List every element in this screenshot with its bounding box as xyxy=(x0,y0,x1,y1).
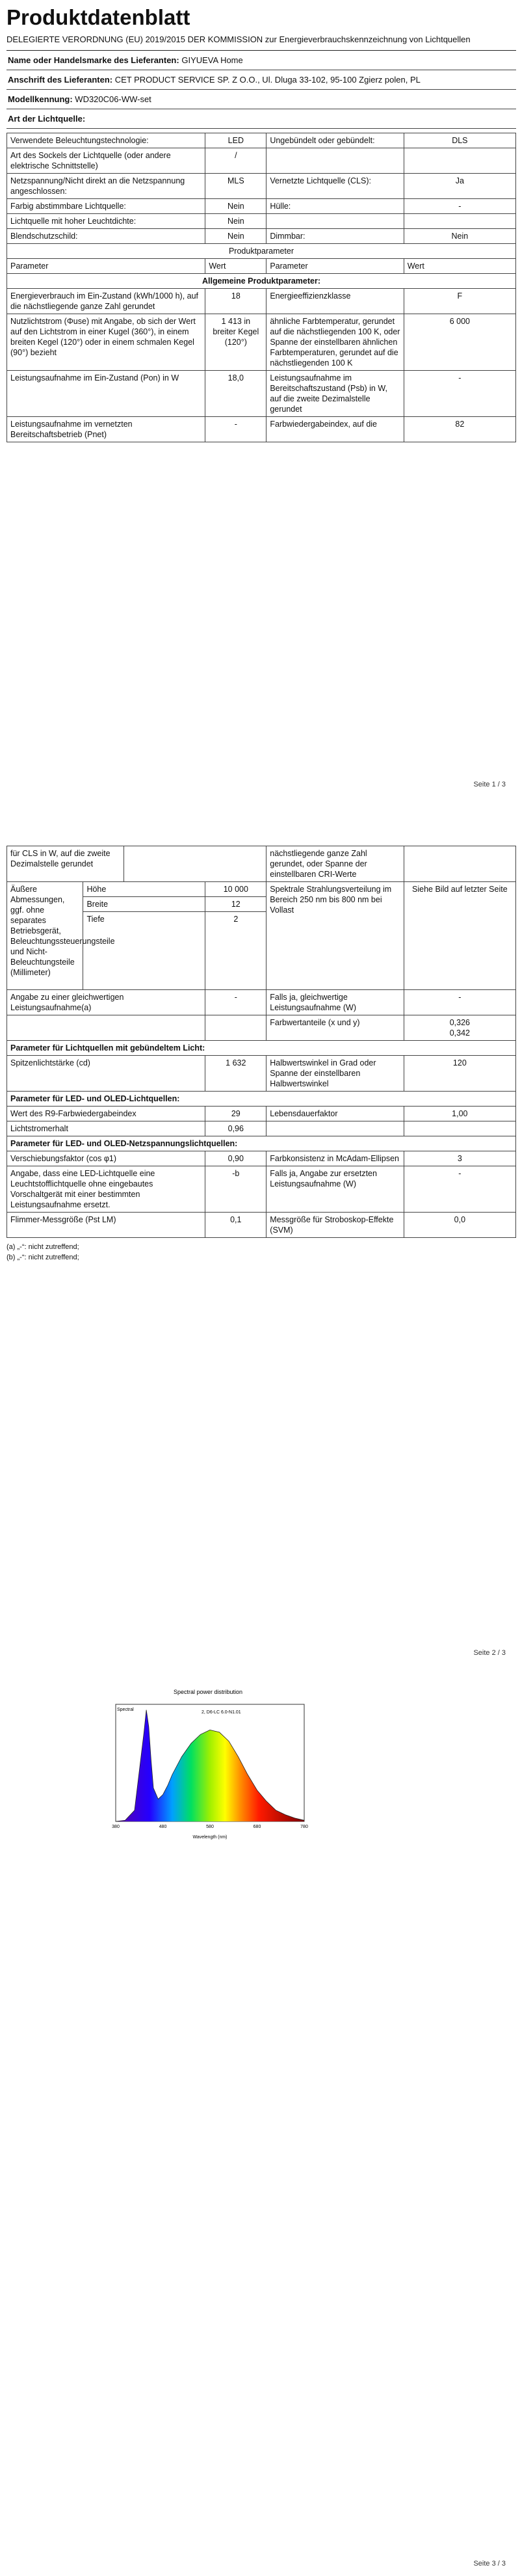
table-row xyxy=(7,314,516,371)
footnote: (b) „-“: nicht zutreffend; xyxy=(6,1254,79,1261)
cell: Leistungsaufnahme im Bereitschaftszustand (Psb) in W, auf die zweite Dezimalstelle gerundet xyxy=(266,371,404,417)
page-2 xyxy=(0,839,520,1665)
cell: Messgröße für Stroboskop-Effekte (SVM) xyxy=(266,1213,404,1238)
cell: für CLS in W, auf die zweite Dezimalstelle gerundet xyxy=(7,846,124,882)
x-ticks xyxy=(112,1825,308,1829)
cell: Siehe Bild auf letzter Seite xyxy=(404,882,515,990)
cell: Lichtquelle mit hoher Leuchtdichte: xyxy=(7,214,205,229)
cell: Energieeffizienzklasse xyxy=(266,289,404,314)
table-row xyxy=(7,229,516,244)
cell: Ungebündelt oder gebündelt: xyxy=(266,133,404,148)
cell: 0,90 xyxy=(205,1151,266,1166)
cell: ähnliche Farbtemperatur, gerundet auf die nächstliegenden 100 K, oder Spanne der einstellbaren ähnlichen Farbtemperaturen, gerundet auf die nächstliegenden 100 K xyxy=(266,314,404,371)
cell: Art des Sockels der Lichtquelle (oder andere elektrische Schnittstelle) xyxy=(7,148,205,174)
spectrum-chart xyxy=(104,1685,312,1854)
general-title-row xyxy=(7,274,516,289)
table-row xyxy=(7,1107,516,1121)
x-tick-label: 680 xyxy=(253,1825,261,1829)
supplier-name: GIYUEVA Home xyxy=(181,55,243,65)
cell: Spektrale Strahlungsverteilung im Bereich 250 nm bis 800 nm bei Vollast xyxy=(266,882,404,990)
chart-title: Spectral power distribution xyxy=(173,1689,243,1695)
table-row xyxy=(7,1121,516,1136)
supplier-address-line xyxy=(6,70,516,90)
intro-text: DELEGIERTE VERORDNUNG (EU) 2019/2015 DER KOMMISSION zur Energieverbrauchskennzeichnung von Lichtquellen xyxy=(6,34,471,44)
table-row xyxy=(7,846,516,882)
table-row xyxy=(7,1213,516,1238)
table-row xyxy=(7,214,516,229)
cell: Farbwiedergabeindex, auf die xyxy=(266,417,404,442)
supplier-address: CET PRODUCT SERVICE SP. Z O.O., Ul. Dluga 33-102, 95-100 Zgierz polen, PL xyxy=(114,75,421,85)
cell: 1 413 in breiter Kegel (120°) xyxy=(205,314,266,371)
cell: Verwendete Beleuchtungstechnologie: xyxy=(7,133,205,148)
dim-key: Breite xyxy=(83,897,205,912)
cell: Lichtstromerhalt xyxy=(7,1121,205,1136)
cell: 1,00 xyxy=(404,1107,515,1121)
table-row xyxy=(7,148,516,174)
x-tick-label: 480 xyxy=(159,1825,167,1829)
footnotes xyxy=(6,1242,516,1263)
cell: LED xyxy=(205,133,266,148)
legend-entry: 2, D6-LC 6.0-N1.01 xyxy=(202,1710,241,1715)
cell: - xyxy=(404,199,515,214)
cell xyxy=(404,148,515,174)
cell: 3 xyxy=(404,1151,515,1166)
y-axis-label: Spectral xyxy=(117,1708,134,1712)
cell: Blendschutzschild: xyxy=(7,229,205,244)
cell: 6 000 xyxy=(404,314,515,371)
cell: 0,326 0,342 xyxy=(404,1015,515,1041)
cell: Farbwertanteile (x und y) xyxy=(266,1015,404,1041)
page-title: Produktdatenblatt xyxy=(6,5,190,29)
header-cell: Wert xyxy=(404,259,515,274)
dim-value: 10 000 xyxy=(205,882,266,897)
type-header: Art der Lichtquelle: xyxy=(6,109,516,129)
header-cell: Wert xyxy=(205,259,266,274)
cell: Dimmbar: xyxy=(266,229,404,244)
cell: Flimmer-Messgröße (Pst LM) xyxy=(7,1213,205,1238)
type-rows xyxy=(7,133,516,442)
cell: - xyxy=(404,371,515,417)
dim-value: 2 xyxy=(205,912,266,990)
cell: Wert des R9-Farbwiedergabeindex xyxy=(7,1107,205,1121)
table-row xyxy=(7,990,516,1015)
table-row xyxy=(7,199,516,214)
dims-label: Äußere Abmessungen, ggf. ohne separates Betriebsgerät, Beleuchtungssteuerungsteile und Nicht-Beleuchtungsteile (Millimeter) xyxy=(7,882,83,990)
cell: 82 xyxy=(404,417,515,442)
supplier-name-label: Name oder Handelsmarke des Lieferanten: xyxy=(8,55,179,65)
section-row xyxy=(7,1136,516,1151)
table-row xyxy=(7,1151,516,1166)
cell: - xyxy=(404,1166,515,1213)
light-source-table xyxy=(6,133,516,442)
cell xyxy=(266,148,404,174)
x-axis-label: Wavelength (nm) xyxy=(192,1835,228,1840)
page-1 xyxy=(0,0,520,797)
section-row xyxy=(7,1092,516,1107)
cell: / xyxy=(205,148,266,174)
cell: Nein xyxy=(205,229,266,244)
model-id: WD320C06-WW-set xyxy=(75,94,151,104)
params-table-cont xyxy=(6,846,516,1238)
cell: - xyxy=(205,417,266,442)
cell: Angabe, dass eine LED-Lichtquelle eine Leuchtstofflichtquelle ohne eingebautes Vorschaltgerät mit einer bestimmten Leistungsaufnahme ersetzt. xyxy=(7,1166,205,1213)
dims-row xyxy=(7,882,516,897)
cell: 1 632 xyxy=(205,1056,266,1092)
cell: Halbwertswinkel in Grad oder Spanne der einstellbaren Halbwertswinkel xyxy=(266,1056,404,1092)
cell: Falls ja, Angabe zur ersetzten Leistungsaufnahme (W) xyxy=(266,1166,404,1213)
supplier-name-line xyxy=(6,51,516,70)
section-title: Parameter für LED- und OLED-Lichtquellen: xyxy=(7,1092,516,1107)
table-row xyxy=(7,1056,516,1092)
cell: Farbkonsistenz in McAdam-Ellipsen xyxy=(266,1151,404,1166)
params-title: Produktparameter xyxy=(7,244,516,259)
cell: 18 xyxy=(205,289,266,314)
dim-key: Tiefe xyxy=(83,912,205,990)
cell xyxy=(205,1015,266,1041)
cell: Ja xyxy=(404,174,515,199)
cell: -b xyxy=(205,1166,266,1213)
params-title-row xyxy=(7,244,516,259)
page-3 xyxy=(0,1678,520,2576)
section-title: Parameter für Lichtquellen mit gebündeltem Licht: xyxy=(7,1041,516,1056)
x-tick-label: 780 xyxy=(300,1825,308,1829)
cell: Netzspannung/Nicht direkt an die Netzspannung angeschlossen: xyxy=(7,174,205,199)
table-row xyxy=(7,133,516,148)
cell: Spitzenlichtstärke (cd) xyxy=(7,1056,205,1092)
cell: 29 xyxy=(205,1107,266,1121)
cell: Verschiebungsfaktor (cos φ1) xyxy=(7,1151,205,1166)
cell: DLS xyxy=(404,133,515,148)
cell: Nutzlichtstrom (Φuse) mit Angabe, ob sich der Wert auf den Lichtstrom in einer Kugel (360°), in einem breiten Kegel (120°) oder in einem schmalen Kegel (90°) bezieht xyxy=(7,314,205,371)
cell xyxy=(7,1015,205,1041)
cell: Vernetzte Lichtquelle (CLS): xyxy=(266,174,404,199)
cell: - xyxy=(205,990,266,1015)
cell: 18,0 xyxy=(205,371,266,417)
header-cell: Parameter xyxy=(266,259,404,274)
cell: 0,1 xyxy=(205,1213,266,1238)
spectrum-svg xyxy=(104,1685,312,1854)
cell: Leistungsaufnahme im vernetzten Bereitschaftsbetrieb (Pnet) xyxy=(7,417,205,442)
cell: MLS xyxy=(205,174,266,199)
cell: 0,96 xyxy=(205,1121,266,1136)
dim-value: 12 xyxy=(205,897,266,912)
x-tick-label: 580 xyxy=(206,1825,214,1829)
table-row xyxy=(7,174,516,199)
cell: Nein xyxy=(404,229,515,244)
model-line xyxy=(6,90,516,109)
cell: F xyxy=(404,289,515,314)
cell xyxy=(404,1121,515,1136)
cell xyxy=(404,846,515,882)
cell: Falls ja, gleichwertige Leistungsaufnahme (W) xyxy=(266,990,404,1015)
cell xyxy=(266,1121,404,1136)
supplier-address-label: Anschrift des Lieferanten: xyxy=(8,75,113,85)
table-row xyxy=(7,289,516,314)
cell: Leistungsaufnahme im Ein-Zustand (Pon) in W xyxy=(7,371,205,417)
table-row xyxy=(7,1166,516,1213)
cell: Farbig abstimmbare Lichtquelle: xyxy=(7,199,205,214)
cell: nächstliegende ganze Zahl gerundet, oder Spanne der einstellbaren CRI-Werte xyxy=(266,846,404,882)
table-row xyxy=(7,417,516,442)
section-row xyxy=(7,1041,516,1056)
table-row xyxy=(7,1015,516,1041)
cell: Nein xyxy=(205,199,266,214)
cell xyxy=(124,846,266,882)
cell: 0,0 xyxy=(404,1213,515,1238)
cell: Hülle: xyxy=(266,199,404,214)
model-label: Modellkennung: xyxy=(8,94,73,104)
page-footer: Seite 3 / 3 xyxy=(473,2560,506,2568)
dim-key: Höhe xyxy=(83,882,205,897)
x-tick-label: 380 xyxy=(112,1825,120,1829)
section-title: Allgemeine Produktparameter: xyxy=(7,274,516,289)
cell: 120 xyxy=(404,1056,515,1092)
cell: - xyxy=(404,990,515,1015)
cell: Angabe zu einer gleichwertigen Leistungsaufnahme(a) xyxy=(7,990,205,1015)
footnote: (a) „-“: nicht zutreffend; xyxy=(6,1243,79,1251)
cell: Nein xyxy=(205,214,266,229)
table-row xyxy=(7,371,516,417)
cell: Lebensdauerfaktor xyxy=(266,1107,404,1121)
page-footer: Seite 2 / 3 xyxy=(473,1649,506,1657)
cell: Energieverbrauch im Ein-Zustand (kWh/1000 h), auf die nächstliegende ganze Zahl gerundet xyxy=(7,289,205,314)
header-cell: Parameter xyxy=(7,259,205,274)
cell xyxy=(266,214,404,229)
section-title: Parameter für LED- und OLED-Netzspannungslichtquellen: xyxy=(7,1136,516,1151)
cell xyxy=(404,214,515,229)
params-header-row xyxy=(7,259,516,274)
page-footer: Seite 1 / 3 xyxy=(473,781,506,788)
